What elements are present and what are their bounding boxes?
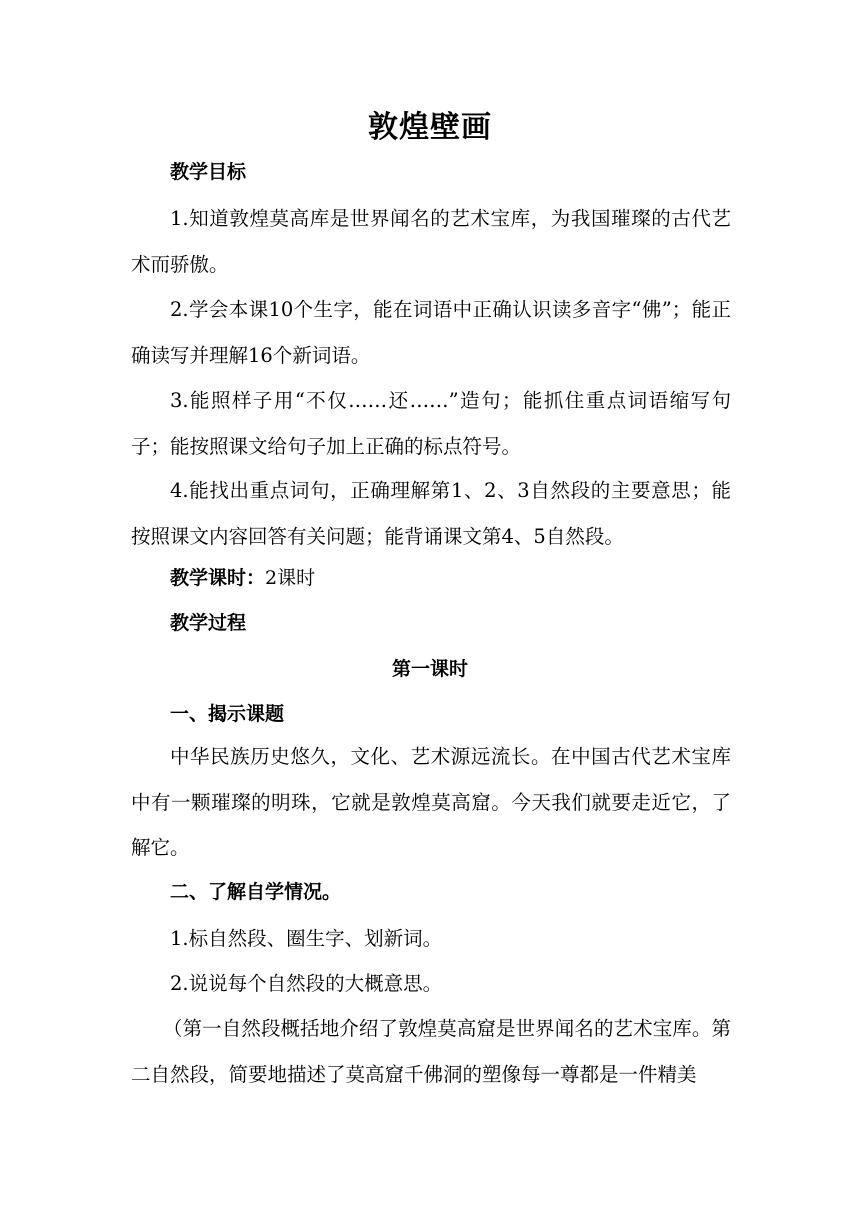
- process-heading: 教学过程: [170, 612, 247, 634]
- objective-item-2: 2.学会本课10个生字，能在词语中正确认识读多音字“佛”；能正确读写并理解16个新词语。: [131, 298, 731, 367]
- section-1-text: 中华民族历史悠久，文化、艺术源远流长。在中国古代艺术宝库中有一颗璀璨的明珠，它就是敦煌莫高窟。今天我们就要走近它，了解它。: [131, 745, 731, 859]
- teaching-hours-value: 2课时: [265, 567, 316, 589]
- lesson-title: 第一课时: [391, 658, 468, 680]
- section-2-item-1: 1.标自然段、圈生字、划新词。: [170, 927, 443, 950]
- objective-item-4: 4.能找出重点词句，正确理解第1、2、3自然段的主要意思；能按照课文内容回答有关问题；能背诵课文第4、5自然段。: [131, 479, 731, 548]
- section-2-heading: 二、了解自学情况。: [170, 881, 342, 903]
- objective-item-1: 1.知道敦煌莫高库是世界闻名的艺术宝库，为我国璀璨的古代艺术而骄傲。: [131, 207, 731, 276]
- objective-item-3: 3.能照样子用“不仅……还……”造句；能抓住重点词语缩写句子；能按照课文给句子加上正确的标点符号。: [131, 389, 731, 458]
- document-title: 敦煌壁画: [368, 110, 492, 145]
- teaching-hours-label: 教学课时：: [170, 567, 266, 589]
- section-2-note: （第一自然段概括地介绍了敦煌莫高窟是世界闻名的艺术宝库。第二自然段，简要地描述了莫高窟千佛洞的塑像每一尊都是一件精美: [131, 1017, 731, 1086]
- objectives-heading: 教学目标: [170, 161, 247, 183]
- section-1-heading: 一、揭示课题: [170, 703, 285, 725]
- teaching-hours: [170, 563, 315, 593]
- section-2-item-2: 2.说说每个自然段的大概意思。: [170, 972, 443, 995]
